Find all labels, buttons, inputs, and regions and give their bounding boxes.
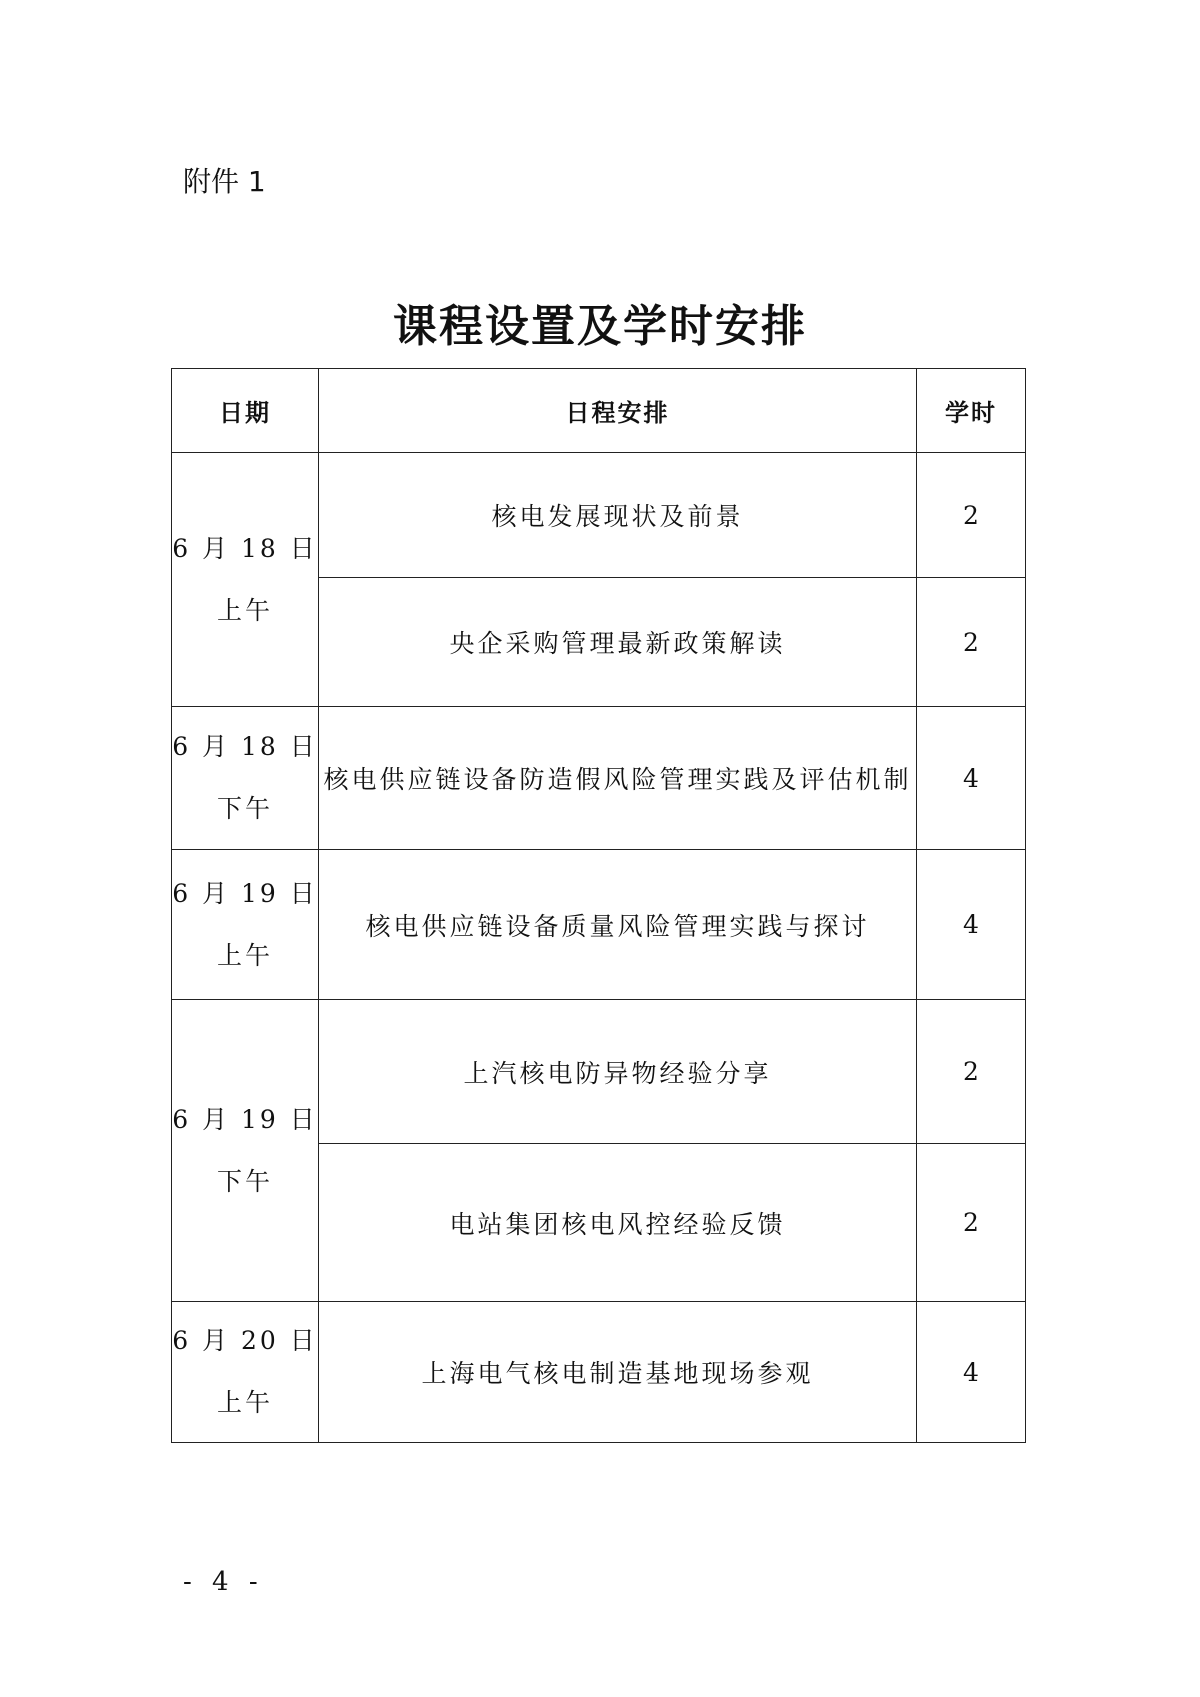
date-day: 6 月 19 日	[172, 878, 318, 908]
date-period: 下午	[216, 794, 273, 823]
table-row	[172, 1000, 1026, 1144]
hours-cell: 2	[917, 453, 1026, 578]
header-date: 日期	[172, 369, 319, 453]
hours-cell: 4	[917, 1302, 1026, 1443]
date-period: 上午	[216, 595, 273, 625]
hours-cell: 4	[917, 707, 1026, 850]
date-day: 6 月 20 日	[172, 1326, 318, 1355]
hours-cell: 2	[917, 1000, 1026, 1144]
date-day: 6 月 18 日	[172, 732, 318, 761]
topic-cell: 核电发展现状及前景	[319, 453, 917, 578]
header-schedule: 日程安排	[319, 369, 917, 453]
date-period: 上午	[216, 940, 273, 970]
page-title: 课程设置及学时安排	[393, 301, 807, 352]
attachment-label: 附件 1	[183, 165, 266, 198]
schedule-table	[171, 368, 1026, 1443]
date-day: 6 月 19 日	[172, 1104, 318, 1134]
table-row	[172, 707, 1026, 850]
date-cell	[172, 850, 319, 1000]
table-row	[172, 850, 1026, 1000]
date-period: 上午	[216, 1388, 273, 1417]
topic-cell: 核电供应链设备防造假风险管理实践及评估机制	[319, 707, 917, 850]
hours-cell: 4	[917, 850, 1026, 1000]
date-day: 6 月 18 日	[172, 533, 318, 563]
page-number: - 4 -	[183, 1567, 264, 1597]
table-row	[172, 453, 1026, 578]
hours-cell: 2	[917, 578, 1026, 707]
header-hours: 学时	[917, 369, 1026, 453]
date-cell	[172, 1302, 319, 1443]
topic-cell: 上汽核电防异物经验分享	[319, 1000, 917, 1144]
date-cell	[172, 1000, 319, 1302]
topic-cell: 电站集团核电风控经验反馈	[319, 1144, 917, 1302]
hours-cell: 2	[917, 1144, 1026, 1302]
date-cell	[172, 453, 319, 707]
table-header-row	[172, 369, 1026, 453]
topic-cell: 核电供应链设备质量风险管理实践与探讨	[319, 850, 917, 1000]
date-cell	[172, 707, 319, 850]
topic-cell: 央企采购管理最新政策解读	[319, 578, 917, 707]
table-row	[172, 1302, 1026, 1443]
topic-cell: 上海电气核电制造基地现场参观	[319, 1302, 917, 1443]
date-period: 下午	[216, 1166, 273, 1196]
